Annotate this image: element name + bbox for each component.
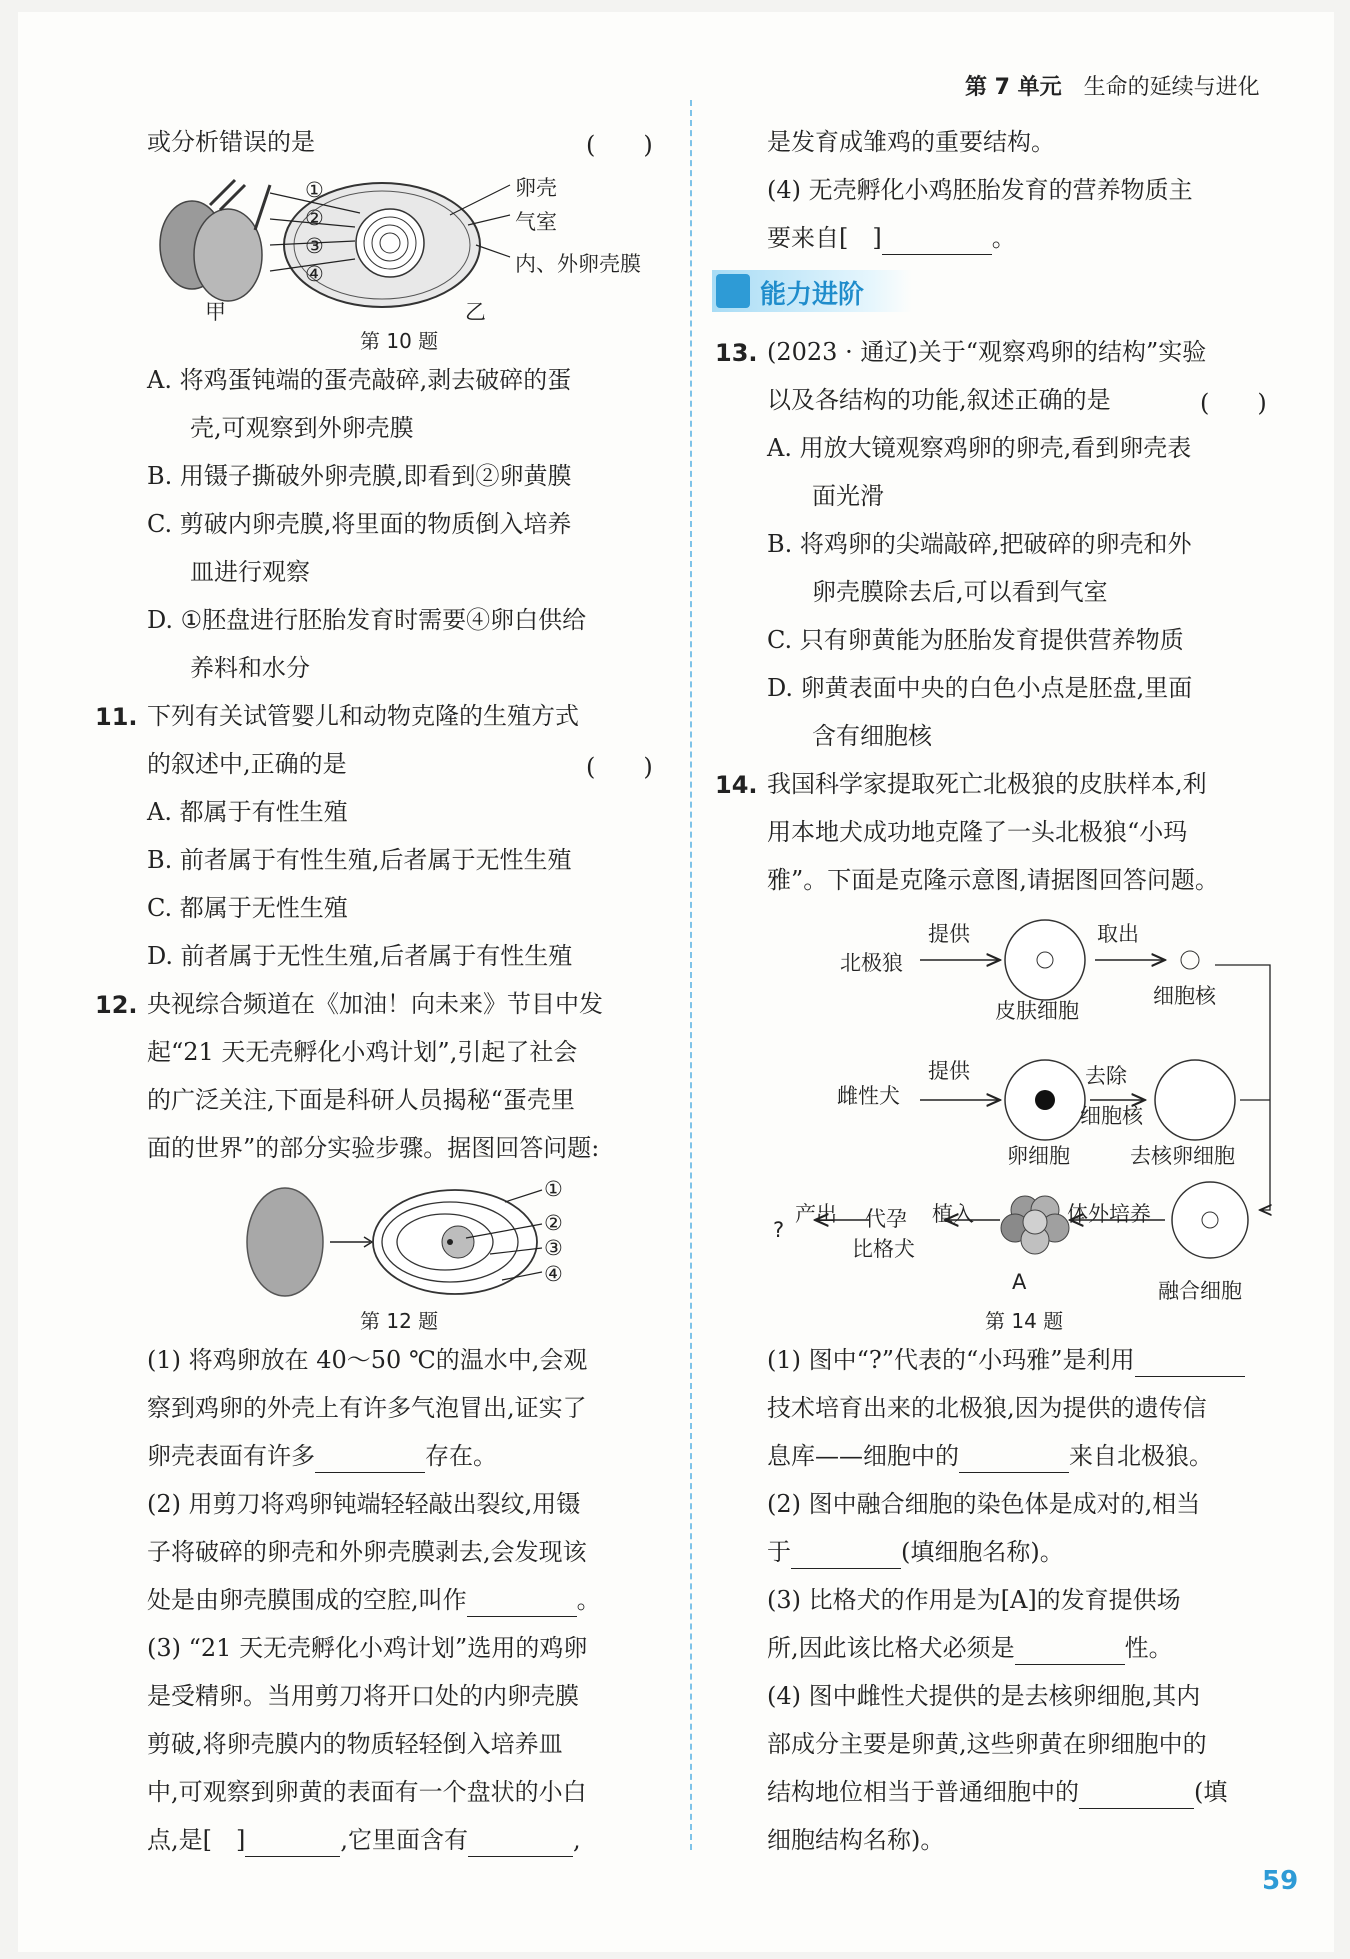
section-title: 能力进阶 [760, 280, 865, 310]
q14-stem-3: 雅”。下面是克隆示意图,请据图回答问题。 [767, 866, 1219, 894]
section-banner [712, 270, 912, 312]
q12-stem-2: 起“21 天无壳孵化小鸡计划”,引起了社会 [147, 1038, 578, 1066]
q12-s3-blank-2[interactable] [468, 1832, 573, 1857]
q10-label-3: ③ [305, 234, 324, 258]
q12-s2-blank[interactable] [467, 1592, 577, 1617]
q14-s2-line2 [767, 1535, 1064, 1569]
q12-s1-blank[interactable] [315, 1448, 425, 1473]
q13-number: 13. [715, 339, 758, 367]
q12-s1-text: 卵壳表面有许多 [147, 1442, 315, 1470]
diagram-culture: 体外培养 [1067, 1202, 1151, 1226]
unit-label: 第 7 单元 [965, 75, 1062, 100]
enucleated-egg-cell [1155, 1060, 1235, 1140]
q14-s1-blank-2[interactable] [959, 1448, 1069, 1473]
q14-s1-text-2: 息库——细胞中的 [767, 1442, 959, 1470]
diagram-egg-cell: 卵细胞 [1007, 1144, 1070, 1168]
q12-s3-mid: ,它里面含有 [340, 1826, 468, 1854]
q10-option-c-cont: 皿进行观察 [190, 558, 310, 586]
q14-s3-line1: (3) 比格犬的作用是为[A]的发育提供场 [767, 1586, 1181, 1614]
q12-stem-1: 央视综合频道在《加油！向未来》节目中发 [147, 990, 603, 1018]
q11-number: 11. [95, 703, 138, 731]
diagram-nucleus: 细胞核 [1153, 984, 1216, 1008]
q14-s4-line3 [767, 1775, 1227, 1809]
q14-s4-blank[interactable] [1079, 1784, 1194, 1809]
diagram-enucleated: 去核卵细胞 [1130, 1144, 1235, 1168]
q12-s3-line2: 是受精卵。当用剪刀将开口处的内卵壳膜 [147, 1682, 579, 1710]
q14-s3-text: 所,因此该比格犬必须是 [767, 1634, 1015, 1662]
egg-section-disc [447, 1239, 453, 1245]
diagram-remove-2: 细胞核 [1080, 1104, 1143, 1128]
q14-s2-end: (填细胞名称)。 [901, 1538, 1064, 1566]
needle-icon [255, 185, 270, 230]
tweezers-icon [210, 180, 245, 210]
q14-s2-line1: (2) 图中融合细胞的染色体是成对的,相当 [767, 1490, 1201, 1518]
q14-number: 14. [715, 771, 758, 799]
q14-s1-line1 [767, 1343, 1245, 1377]
q10-label-yi: 乙 [465, 300, 486, 324]
whole-egg [247, 1188, 323, 1296]
q10-label-air: 气室 [515, 210, 557, 234]
q12-s4-line2 [767, 221, 1016, 255]
diagram-produce: 产出 [795, 1202, 837, 1226]
q14-s4-line2: 部成分主要是卵黄,这些卵黄在卵细胞中的 [767, 1730, 1207, 1758]
diagram-surrogate-1: 代孕 [865, 1207, 907, 1231]
q12-caption: 第 12 题 [360, 1309, 439, 1333]
q12-s3-line3: 剪破,将卵壳膜内的物质轻轻倒入培养皿 [147, 1730, 563, 1758]
q13-option-d-cont: 含有细胞核 [812, 722, 932, 750]
pencil-icon [716, 274, 750, 308]
q10-label-jia: 甲 [205, 300, 226, 324]
egg-jia-2 [194, 209, 262, 301]
q10-label-2: ② [305, 206, 324, 230]
q11-stem-1: 下列有关试管婴儿和动物克隆的生殖方式 [147, 702, 579, 730]
q14-s4-paren: (填 [1194, 1778, 1228, 1806]
q10-option-a: A. 将鸡蛋钝端的蛋壳敲碎,剥去破碎的蛋 [147, 366, 572, 394]
q14-s2-text: 于 [767, 1538, 791, 1566]
q10-label-1: ① [305, 178, 324, 202]
q11-option-b: B. 前者属于有性生殖,后者属于无性生殖 [147, 846, 572, 874]
q10-stem-tail: 或分析错误的是 [147, 128, 315, 156]
q13-option-c: C. 只有卵黄能为胚胎发育提供营养物质 [767, 626, 1184, 654]
q14-s4-line1: (4) 图中雌性犬提供的是去核卵细胞,其内 [767, 1682, 1201, 1710]
q12-s2-line2: 子将破碎的卵壳和外卵壳膜剥去,会发现该 [147, 1538, 587, 1566]
q12-stem-4: 面的世界”的部分实验步骤。据图回答问题: [147, 1134, 600, 1162]
q12-s3-continuation: 是发育成雏鸡的重要结构。 [767, 128, 1055, 156]
diagram-surrogate-2: 比格犬 [852, 1237, 915, 1261]
q14-s1-text: (1) 图中“?”代表的“小玛雅”是利用 [767, 1346, 1135, 1374]
q12-s4-blank[interactable] [882, 230, 992, 255]
diagram-take: 取出 [1097, 922, 1139, 946]
q14-s3-end: 性。 [1124, 1634, 1173, 1662]
q10-option-d-cont: 养料和水分 [190, 654, 310, 682]
column-divider [690, 100, 692, 1850]
page-number: 59 [1262, 1866, 1299, 1896]
q12-s2-line1: (2) 用剪刀将鸡卵钝端轻轻敲出裂纹,用镊 [147, 1490, 581, 1518]
q12-label-3: ③ [544, 1236, 563, 1260]
q14-s1-blank-1[interactable] [1135, 1352, 1245, 1377]
q13-option-b: B. 将鸡卵的尖端敲碎,把破碎的卵壳和外 [767, 530, 1192, 558]
q14-s3-blank[interactable] [1015, 1640, 1125, 1665]
q13-option-b-cont: 卵壳膜除去后,可以看到气室 [812, 578, 1108, 606]
diagram-dog: 雌性犬 [837, 1084, 900, 1108]
q12-s3-blank-1[interactable] [245, 1832, 340, 1857]
q11-option-c: C. 都属于无性生殖 [147, 894, 348, 922]
q13-option-d: D. 卵黄表面中央的白色小点是胚盘,里面 [767, 674, 1193, 702]
diagram-remove-1: 去除 [1085, 1064, 1127, 1088]
q12-s3-end: , [573, 1826, 581, 1854]
q12-s1-line3 [147, 1439, 497, 1473]
q14-s4-text: 结构地位相当于普通细胞中的 [767, 1778, 1079, 1806]
diagram-provide-2: 提供 [928, 1059, 970, 1083]
q10-option-c: C. 剪破内卵壳膜,将里面的物质倒入培养 [147, 510, 572, 538]
q13-stem-1: (2023 · 通辽)关于“观察鸡卵的结构”实验 [767, 338, 1207, 366]
yolk [356, 209, 424, 277]
q11-stem-2: 的叙述中,正确的是 [147, 750, 347, 778]
q12-s3-line5 [147, 1823, 581, 1857]
q12-s1-line2: 察到鸡卵的外壳上有许多气泡冒出,证实了 [147, 1394, 587, 1422]
q11-answer-paren: ( ) [586, 753, 653, 781]
q10-option-a-cont: 壳,可观察到外卵壳膜 [190, 414, 414, 442]
diagram-implant: 植入 [932, 1202, 974, 1226]
q14-s1-line3 [767, 1439, 1213, 1473]
diagram-skin-cell: 皮肤细胞 [995, 999, 1079, 1023]
diagram-fused-cell: 融合细胞 [1158, 1279, 1242, 1303]
diagram-wolf: 北极狼 [840, 951, 903, 975]
embryo-a [1001, 1196, 1069, 1254]
q13-stem-2: 以及各结构的功能,叙述正确的是 [767, 386, 1111, 414]
q13-option-a-cont: 面光滑 [812, 482, 884, 510]
q11-option-a: A. 都属于有性生殖 [147, 798, 348, 826]
q10-answer-paren: ( ) [586, 131, 653, 159]
q12-s2-text: 处是由卵壳膜围成的空腔,叫作 [147, 1586, 467, 1614]
q11-option-d: D. 前者属于无性生殖,后者属于有性生殖 [147, 942, 573, 970]
q14-s2-blank[interactable] [791, 1544, 901, 1569]
nucleus [1181, 951, 1199, 969]
q12-label-4: ④ [544, 1262, 563, 1286]
q10-caption: 第 10 题 [360, 329, 439, 353]
q14-stem-1: 我国科学家提取死亡北极狼的皮肤样本,利 [767, 770, 1207, 798]
q12-number: 12. [95, 991, 138, 1019]
page-header [965, 70, 1260, 101]
q12-s4-bracket: 要来自[ ] [767, 224, 882, 252]
egg-section-yolk [442, 1226, 474, 1258]
q12-label-2: ② [544, 1211, 563, 1235]
fused-cell [1172, 1182, 1248, 1258]
diagram-question: ? [773, 1218, 785, 1242]
q10-label-shell: 卵壳 [515, 176, 557, 200]
q12-label-1: ① [544, 1177, 563, 1201]
q14-s4-line4: 细胞结构名称)。 [767, 1826, 945, 1854]
q12-s3-bracket: 点,是[ ] [147, 1826, 246, 1854]
unit-title: 生命的延续与进化 [1083, 75, 1260, 100]
q14-s3-line2 [767, 1631, 1173, 1665]
q10-option-b: B. 用镊子撕破外卵壳膜,即看到②卵黄膜 [147, 462, 572, 490]
q12-s1-line1: (1) 将鸡卵放在 40～50 ℃的温水中,会观 [147, 1346, 588, 1374]
q12-s3-line1: (3) “21 天无壳孵化小鸡计划”选用的鸡卵 [147, 1634, 588, 1662]
q10-label-4: ④ [305, 262, 324, 286]
q14-stem-2: 用本地犬成功地克隆了一头北极狼“小玛 [767, 818, 1188, 846]
q10-label-membrane: 内、外卵壳膜 [515, 252, 641, 276]
diagram-label-a: A [1012, 1270, 1027, 1294]
q14-caption: 第 14 题 [985, 1309, 1064, 1333]
skin-cell [1005, 920, 1085, 1000]
q12-figure [240, 1180, 580, 1305]
q12-s2-line3 [147, 1583, 601, 1617]
q12-s4-line1: (4) 无壳孵化小鸡胚胎发育的营养物质主 [767, 176, 1193, 204]
q12-stem-3: 的广泛关注,下面是科研人员揭秘“蛋壳里 [147, 1086, 575, 1114]
q14-s1-end: 来自北极狼。 [1069, 1442, 1213, 1470]
q12-s4-end: 。 [991, 224, 1016, 252]
q12-s2-end: 。 [576, 1586, 601, 1614]
q13-option-a: A. 用放大镜观察鸡卵的卵壳,看到卵壳表 [767, 434, 1192, 462]
q12-s1-end: 存在。 [425, 1442, 497, 1470]
diagram-provide-1: 提供 [928, 922, 970, 946]
q14-s1-line2: 技术培育出来的北极狼,因为提供的遗传信 [767, 1394, 1207, 1422]
q10-option-d: D. ①胚盘进行胚胎发育时需要④卵白供给 [147, 606, 587, 634]
q12-s3-line4: 中,可观察到卵黄的表面有一个盘状的小白 [147, 1778, 587, 1806]
q13-answer-paren: ( ) [1200, 389, 1267, 417]
